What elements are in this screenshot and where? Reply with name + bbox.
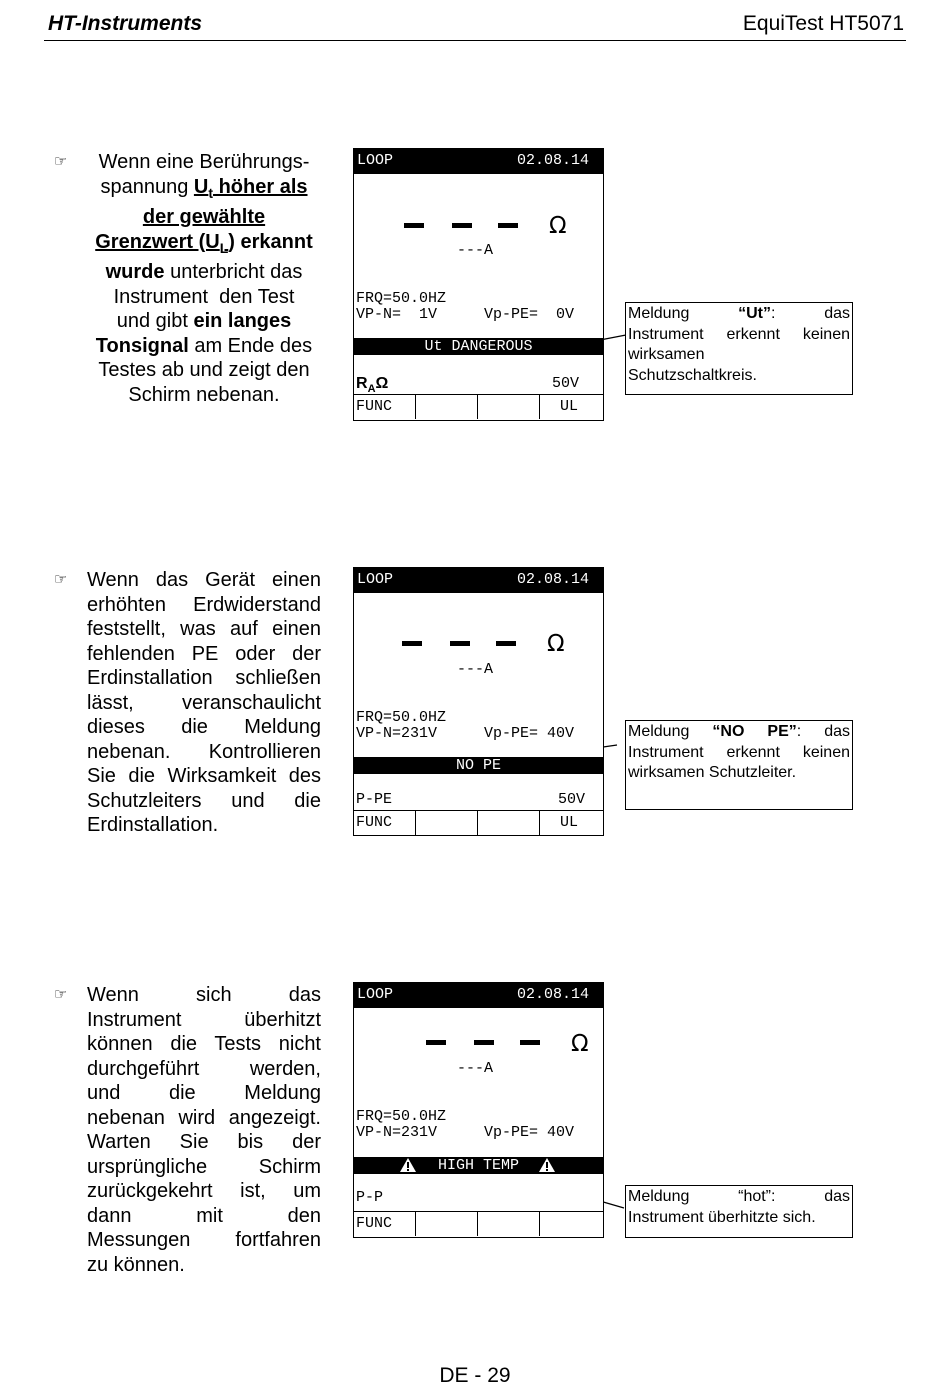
- text-line: nebenan. Kontrollieren: [87, 740, 321, 763]
- softkey-func: FUNC: [354, 395, 416, 419]
- frequency-reading: FRQ=50.0HZ: [356, 709, 447, 726]
- screen-title-bar: [354, 149, 603, 174]
- text-line: Sie die Wirksamkeit des: [87, 765, 321, 787]
- vppe-reading: Vp-PE= 40V: [484, 725, 575, 742]
- text-line: Instrument überhitzt: [87, 1008, 321, 1031]
- page-number: DE - 29: [439, 1364, 511, 1387]
- screen-mode: LOOP: [357, 986, 394, 1003]
- instrument-screen-high-temp: [353, 982, 604, 1238]
- paragraph-ut-dangerous: [84, 150, 324, 407]
- limit-value: 50V: [552, 375, 580, 392]
- text-line: erhöhten Erdwiderstand: [87, 593, 321, 616]
- reading-dash: [520, 1040, 540, 1045]
- current-reading: ---A: [457, 661, 494, 678]
- ohm-unit: Ω: [549, 213, 567, 239]
- screen-title-bar: [354, 983, 603, 1008]
- callout-no-pe: [625, 720, 853, 810]
- softkey-ul: UL: [560, 398, 579, 415]
- reading-dash: [402, 641, 422, 646]
- screen-date: 02.08.14: [516, 152, 589, 169]
- reading-dash: [474, 1040, 494, 1045]
- softkey-empty: [478, 1212, 540, 1236]
- status-message-bar: Ut DANGEROUS: [354, 338, 603, 355]
- text-line: Instrument den Test: [113, 285, 295, 308]
- status-message-bar: [354, 1157, 603, 1174]
- callout-ut: [625, 302, 853, 395]
- softkey-func: FUNC: [354, 1212, 416, 1236]
- text-line: Wenn sich das: [87, 984, 321, 1006]
- reading-dash: [496, 641, 516, 646]
- softkey-empty: [416, 395, 478, 419]
- status-message-bar: NO PE: [354, 757, 603, 774]
- reading-dash: [452, 223, 472, 228]
- text-line: Tonsignal am Ende des: [95, 334, 313, 357]
- text-line: Warten Sie bis der: [87, 1131, 321, 1153]
- text-line: Grenzwert $(U_L)$ erkannt: [95, 230, 313, 256]
- status-message-text: HIGH TEMP: [437, 1157, 519, 1174]
- current-reading: ---A: [457, 1060, 494, 1077]
- text-line: und die Meldung: [87, 1082, 321, 1104]
- text-line: zu können.: [87, 1253, 185, 1276]
- reading-dash: [426, 1040, 446, 1045]
- vppe-reading: Vp-PE= 0V: [484, 306, 575, 323]
- reading-dash: [498, 223, 518, 228]
- header-brand: HT-Instruments: [48, 12, 203, 35]
- frequency-reading: FRQ=50.0HZ: [356, 290, 447, 307]
- text-line: Wenn eine Berührungs-: [98, 151, 310, 173]
- softkey-row: [354, 810, 603, 835]
- ohm-unit: Ω: [571, 1031, 589, 1057]
- softkey-empty: [478, 395, 540, 419]
- vpn-reading: VP-N=231V: [356, 1124, 438, 1141]
- callout-line: wirksamen: [628, 346, 705, 363]
- callout-line: wirksamen Schutzleiter.: [628, 764, 797, 781]
- text-line: Schutzleiters und die: [87, 789, 321, 812]
- text-line: fehlenden PE oder der: [87, 642, 321, 665]
- text-line: lässt, veranschaulicht: [87, 691, 321, 714]
- callout-line: Schutzschaltkreis.: [628, 366, 757, 384]
- softkey-empty: [478, 811, 540, 835]
- softkey-empty: [416, 811, 478, 835]
- reading-dash: [404, 223, 424, 228]
- softkey-ul: UL: [560, 814, 579, 831]
- warning-triangle-icon: [538, 1157, 556, 1173]
- text-line: zurückgekehrt ist, um: [87, 1180, 321, 1202]
- softkey-row: [354, 1211, 603, 1236]
- vppe-reading: Vp-PE= 40V: [484, 1124, 575, 1141]
- limit-value: 50V: [558, 791, 586, 808]
- callout-line: Instrument überhitzte sich.: [628, 1208, 816, 1226]
- text-line: Wenn das Gerät einen: [87, 569, 321, 591]
- screen-mode: LOOP: [357, 152, 394, 169]
- pointing-hand-icon: ☞: [54, 986, 68, 1003]
- text-line: Erdinstallation.: [87, 814, 219, 836]
- text-line: Erdinstallation schließen: [87, 667, 321, 689]
- screen-title-bar: [354, 568, 603, 593]
- text-line: dieses die Meldung: [87, 716, 321, 738]
- frequency-reading: FRQ=50.0HZ: [356, 1108, 447, 1125]
- header-divider: [44, 40, 906, 41]
- instrument-screen-no-pe: [353, 567, 604, 836]
- param-label: P-PE: [356, 791, 393, 808]
- text-line: Testes ab und zeigt den: [98, 359, 310, 381]
- softkey-func: FUNC: [354, 811, 416, 835]
- pointing-hand-icon: ☞: [54, 153, 68, 170]
- pointing-hand-icon: ☞: [54, 571, 68, 588]
- callout-line: Meldung “NO PE”: das: [628, 723, 851, 740]
- text-line: feststellt, was auf einen: [87, 618, 321, 640]
- callout-line: Meldung “hot”: das: [628, 1188, 850, 1205]
- paragraph-no-pe: [87, 568, 321, 838]
- reading-dash: [450, 641, 470, 646]
- instrument-screen-ut-dangerous: [353, 148, 604, 421]
- text-line: und gibt ein langes: [116, 310, 292, 332]
- screen-date: 02.08.14: [516, 571, 589, 588]
- text-line: dann mit den: [87, 1204, 321, 1227]
- text-line: nebenan wird angezeigt.: [87, 1106, 321, 1129]
- callout-line: Instrument erkennt keinen: [628, 325, 850, 343]
- text-line: durchgeführt werden,: [87, 1057, 321, 1080]
- softkey-empty: [416, 1212, 478, 1236]
- header-model: EquiTest HT5071: [742, 12, 904, 35]
- text-line: können die Tests nicht: [87, 1033, 321, 1055]
- param-label: P-P: [356, 1189, 384, 1206]
- current-reading: ---A: [457, 242, 494, 259]
- text-line: ursprüngliche Schirm: [87, 1155, 321, 1178]
- callout-line: Meldung “Ut”: das: [628, 305, 850, 322]
- screen-date: 02.08.14: [516, 986, 589, 1003]
- callout-line: Instrument erkennt keinen: [628, 743, 850, 761]
- softkey-row: [354, 394, 603, 419]
- text-line: spannung $U_t$ höher als: [100, 175, 308, 201]
- text-line: der gewählte: [142, 206, 266, 228]
- text-line: wurde unterbricht das: [105, 261, 303, 283]
- text-line: Schirm nebenan.: [128, 383, 280, 406]
- screen-mode: LOOP: [357, 571, 394, 588]
- param-label: $R_A\Omega$: [356, 375, 389, 396]
- ohm-unit: Ω: [547, 631, 565, 657]
- text-line: Messungen fortfahren: [87, 1229, 321, 1251]
- callout-hot: [625, 1185, 853, 1238]
- paragraph-high-temp: [87, 983, 321, 1277]
- vpn-reading: VP-N=231V: [356, 725, 438, 742]
- vpn-reading: VP-N= 1V: [356, 306, 438, 323]
- warning-triangle-icon: [399, 1157, 417, 1173]
